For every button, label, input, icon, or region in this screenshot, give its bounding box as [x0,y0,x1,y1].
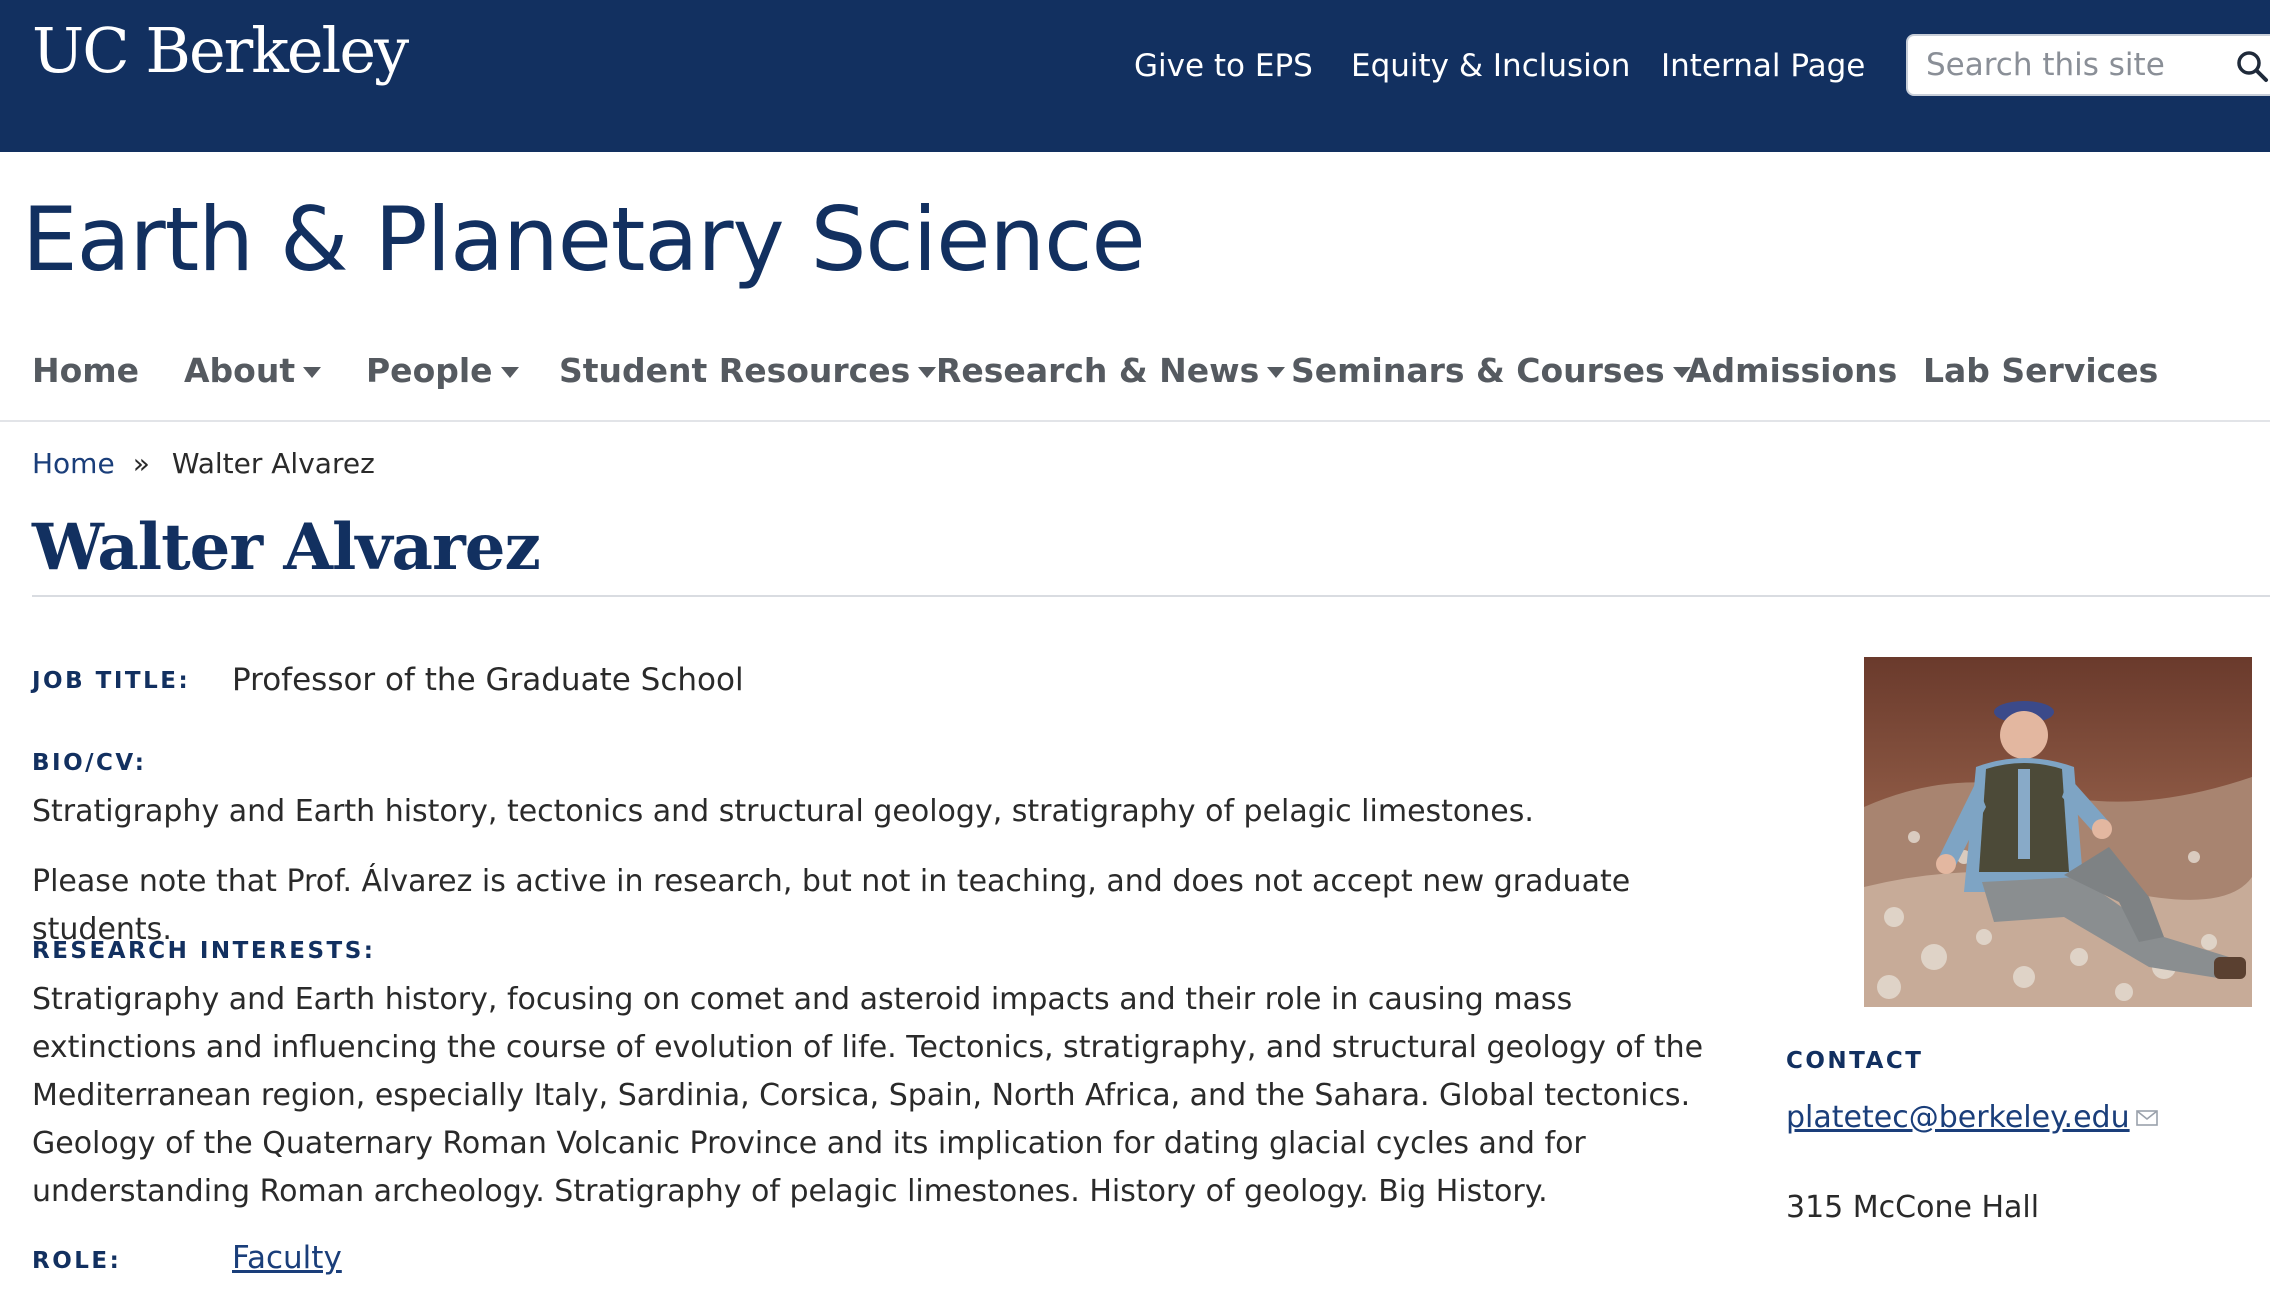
nav-label: Student Resources [559,351,911,390]
bio-paragraph-1: Stratigraphy and Earth history, tectonics and structural geology, stratigraphy of pelagic limestones. [32,794,1534,829]
research-interests-label: RESEARCH INTERESTS: [32,938,376,964]
site-title[interactable]: Earth & Planetary Science [22,188,1145,291]
nav-label: Research & News [936,351,1260,390]
search-box [1906,34,2270,96]
caret-down-icon [501,367,519,378]
contact-email-text: platetec@berkeley.edu [1786,1100,2130,1135]
bio-label: BIO/CV: [32,750,147,776]
profile-photo [1864,657,2252,1007]
search-input[interactable] [1926,45,2226,85]
contact-label: CONTACT [1786,1048,1924,1074]
nav-label: Lab Services [1923,351,2159,390]
contact-office: 315 McCone Hall [1786,1190,2040,1225]
nav-lab-services[interactable] [1923,346,2158,396]
nav-seminars-courses[interactable] [1291,346,1691,396]
page-title: Walter Alvarez [32,510,540,585]
research-interests-text: Stratigraphy and Earth history, focusing on comet and asteroid impacts and their role in causing mass extinctions and influencing the course of evolution of life. Tectonics, stratigraphy, and structural geology of the Mediterranean region, especially Italy, Sardinia, Corsica, Spain, North Africa, and the Sahara. Global tectonics. Geology of the Quaternary Roman Volcanic Province and its implication for dating glacial cycles and for understanding Roman archeology. Stratigraphy of pelagic limestones. History of geology. Big History. [32,982,1704,1209]
job-title-value: Professor of the Graduate School [232,662,744,698]
nav-about[interactable] [184,346,321,396]
uc-berkeley-logo[interactable]: UC Berkeley [32,14,408,87]
nav-admissions[interactable] [1686,346,1897,396]
bio-paragraph-2: Please note that Prof. Álvarez is active in research, but not in teaching, and does not accept new graduate students. [32,864,1631,947]
nav-research-news[interactable] [936,346,1285,396]
nav-people[interactable] [366,346,519,396]
nav-label: People [366,351,493,390]
nav-label: Home [32,351,140,390]
title-divider [32,595,2270,597]
caret-down-icon [1267,367,1285,378]
nav-label: Seminars & Courses [1291,351,1665,390]
caret-down-icon [303,367,321,378]
equity-inclusion-link[interactable]: Equity & Inclusion [1351,48,1631,84]
breadcrumb-separator: » [132,447,150,480]
breadcrumb [32,444,375,484]
main-nav [0,332,2270,422]
breadcrumb-current: Walter Alvarez [171,447,375,480]
give-to-eps-link[interactable]: Give to EPS [1134,48,1313,84]
nav-student-resources[interactable] [559,346,936,396]
profile-photo-image [1864,657,2252,1007]
internal-page-link[interactable]: Internal Page [1661,48,1866,84]
contact-email-link[interactable] [1786,1100,2158,1135]
mail-icon [2136,1110,2158,1126]
caret-down-icon [918,367,936,378]
nav-label: About [184,351,296,390]
breadcrumb-home-link[interactable]: Home [32,447,115,480]
role-label: ROLE: [32,1248,122,1274]
nav-label: Admissions [1686,351,1898,390]
nav-home[interactable] [32,346,139,396]
top-bar [0,0,2270,152]
role-faculty-link[interactable]: Faculty [232,1240,342,1276]
job-title-label: JOB TITLE: [32,668,191,694]
search-icon[interactable] [2234,48,2270,84]
